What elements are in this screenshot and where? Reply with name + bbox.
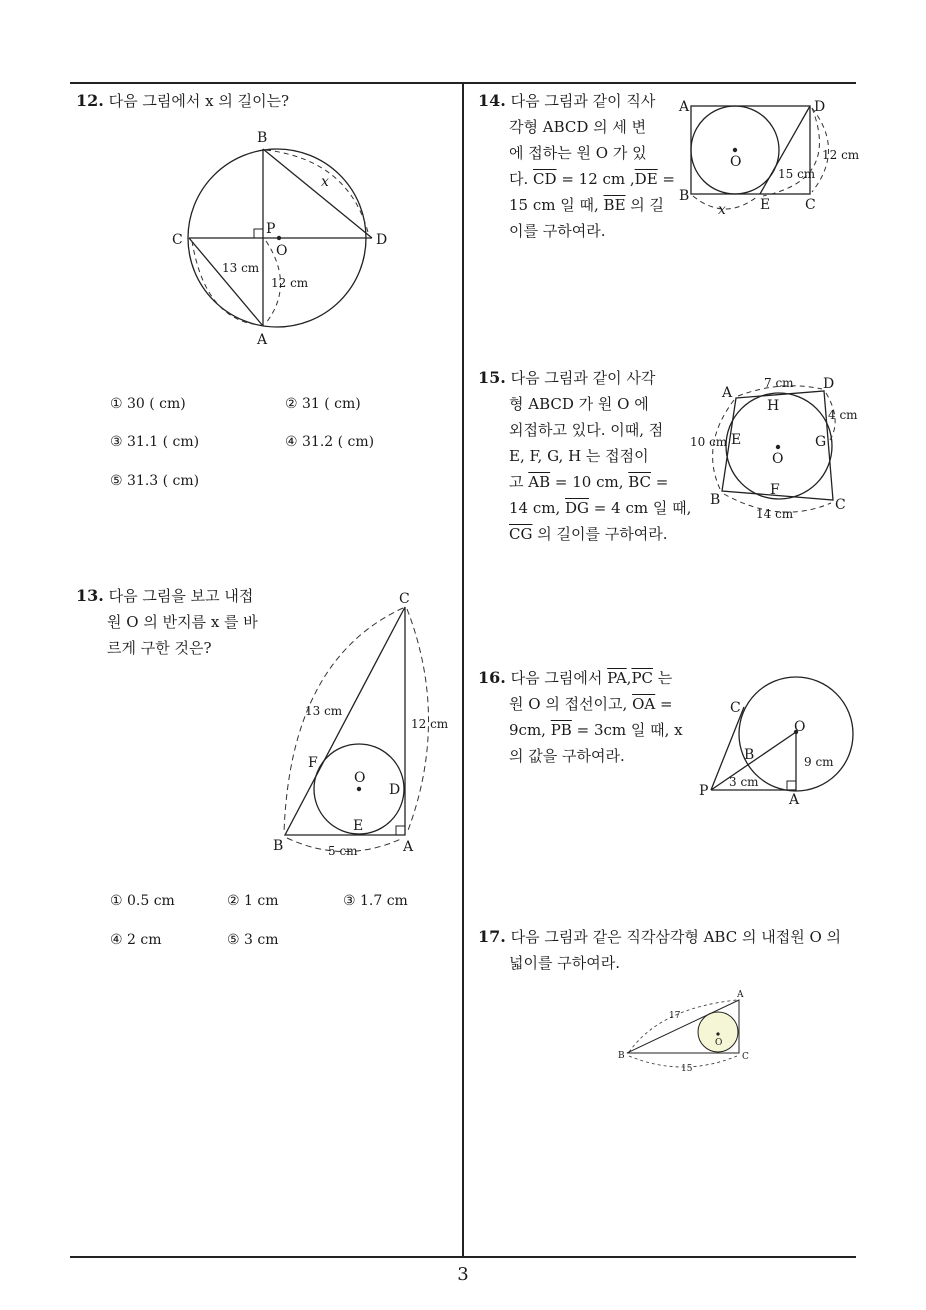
q15-label-a: A: [722, 385, 733, 401]
q16-seg-pc: $\overline{PC}$: [631, 669, 654, 687]
q12-choice-1[interactable]: ① 30 ( cm): [110, 396, 186, 412]
q14-line-6: 이를 구하여라.: [509, 222, 606, 240]
q14-line-4c: =: [657, 170, 675, 188]
q12-label-b: B: [257, 130, 268, 146]
q12-label-a: A: [257, 332, 268, 348]
q14-label-o: O: [730, 154, 742, 170]
q14-line-3: 에 접하는 원 O 가 있: [509, 144, 647, 162]
q14-label-c: C: [805, 197, 816, 213]
q13-line-2: 원 O 의 반지름 x 를 바: [107, 613, 258, 631]
q14-label-b: B: [679, 188, 690, 204]
q14-label-dc: 12 cm: [822, 148, 860, 162]
q13-number: 13.: [76, 586, 104, 605]
q15-label-ab: 10 cm: [690, 435, 728, 449]
q14-label-e: E: [760, 197, 771, 213]
q17-label-o: O: [715, 1038, 723, 1048]
q13-line-1: 다음 그림을 보고 내접: [108, 587, 254, 605]
q12-number: 12.: [76, 91, 104, 110]
q15-label-f: F: [770, 482, 780, 498]
q13-label-o: O: [354, 770, 366, 786]
q15-line-5b: = 10 cm,: [550, 473, 629, 491]
q17-label-bc: 15: [681, 1064, 693, 1074]
q12-choice-3[interactable]: ③ 31.1 ( cm): [110, 434, 200, 450]
q17-label-ab: 17: [669, 1011, 681, 1021]
q16-seg-oa: $\overline{OA}$: [632, 695, 656, 713]
q13-label-a: A: [403, 839, 414, 855]
q15-line-7b: 의 길이를 구하여라.: [532, 525, 668, 543]
q17-line-1: 다음 그림과 같은 직각삼각형 ABC 의 내접원 O 의: [510, 928, 842, 946]
q16-line-2b: =: [655, 695, 673, 713]
q16-seg-pa: $\overline{PA}$: [607, 669, 627, 687]
q13-choice-4[interactable]: ④ 2 cm: [110, 932, 162, 948]
q12-label-pa: 12 cm: [271, 276, 309, 290]
q16-label-pb: 3 cm: [729, 775, 759, 789]
q14-seg-be: $\overline{BE}$: [603, 196, 626, 214]
q17-line-2: 넓이를 구하여라.: [509, 954, 620, 972]
q13-label-c: C: [399, 591, 410, 607]
q16-label-a: A: [789, 792, 800, 808]
q12-label-o: O: [276, 243, 288, 259]
q13-label-f: F: [308, 755, 318, 771]
q15-number: 15.: [478, 368, 506, 387]
q15-label-e: E: [731, 432, 742, 448]
q16-label-oa: 9 cm: [804, 755, 834, 769]
q15-line-6a: 14 cm,: [509, 499, 566, 517]
q15-label-dg: 4 cm: [828, 408, 858, 422]
q12-label-d: D: [376, 232, 388, 248]
q14-label-de: 15 cm: [778, 167, 816, 181]
q15-seg-dg: $\overline{DG}$: [565, 499, 590, 517]
q15-label-bc: 14 cm: [756, 507, 794, 521]
q14-number: 14.: [478, 91, 506, 110]
q12-label-ca: 13 cm: [222, 261, 260, 275]
q12-choice-5[interactable]: ⑤ 31.3 ( cm): [110, 473, 200, 489]
q13-label-b: B: [273, 838, 284, 854]
q15-line-4: E, F, G, H 는 접점이: [509, 447, 649, 465]
q12-label-p: P: [266, 221, 276, 237]
q13-label-d: D: [389, 782, 401, 798]
q14-seg-cd: $\overline{CD}$: [533, 170, 557, 188]
q13-label-e: E: [353, 818, 364, 834]
q14-line-5b: 의 길: [625, 196, 665, 214]
q15-label-h: H: [767, 398, 780, 414]
q13-label-ca: 12 cm: [411, 717, 449, 731]
q14-line-4a: 다.: [509, 170, 534, 188]
q14-line-5a: 15 cm 일 때,: [509, 196, 604, 214]
q13-choice-1[interactable]: ① 0.5 cm: [110, 893, 175, 909]
q12-label-c: C: [172, 232, 183, 248]
q15-label-b: B: [710, 492, 721, 508]
q16-line-2a: 원 O 의 접선이고,: [509, 695, 633, 713]
q16-seg-pb: $\overline{PB}$: [550, 721, 572, 739]
q16-number: 16.: [478, 668, 506, 687]
q15-line-5c: =: [651, 473, 669, 491]
page-number: 3: [457, 1264, 469, 1285]
q12-choice-4[interactable]: ④ 31.2 ( cm): [285, 434, 375, 450]
q16-line-1b: 는: [653, 669, 673, 687]
q15-seg-ab: $\overline{AB}$: [528, 473, 551, 491]
q14-line-4b: = 12 cm ,: [556, 170, 635, 188]
q15-seg-cg: $\overline{CG}$: [509, 525, 533, 543]
q16-label-c: C: [730, 700, 741, 716]
q16-line-3b: = 3cm 일 때, x: [571, 721, 683, 739]
q17-label-a: A: [737, 990, 744, 1000]
q14-line-1: 다음 그림과 같이 직사: [510, 92, 656, 110]
q13-choice-2[interactable]: ② 1 cm: [227, 893, 279, 909]
q15-label-o: O: [772, 451, 784, 467]
q15-line-3: 외접하고 있다. 이때, 점: [509, 421, 664, 439]
q15-label-ad: 7 cm: [764, 376, 794, 390]
q16-comma: ,: [626, 669, 632, 687]
q14-label-x: x: [718, 202, 726, 218]
q17-label-c: C: [742, 1052, 749, 1062]
q15-line-5a: 고: [509, 473, 529, 491]
q13-choice-5[interactable]: ⑤ 3 cm: [227, 932, 279, 948]
q16-line-3a: 9cm,: [509, 721, 551, 739]
q12-label-x: x: [321, 174, 329, 190]
q15-line-1: 다음 그림과 같이 사각: [510, 369, 656, 387]
q16-label-o: O: [794, 719, 806, 735]
q16-label-p: P: [699, 783, 709, 799]
q15-line-2: 형 ABCD 가 원 O 에: [509, 395, 649, 413]
q12-choice-2[interactable]: ② 31 ( cm): [285, 396, 361, 412]
q15-label-c: C: [835, 497, 846, 513]
q14-label-a: A: [679, 99, 690, 115]
q14-seg-de: $\overline{DE}$: [634, 170, 658, 188]
q17-label-b: B: [618, 1051, 625, 1061]
q15-label-d: D: [823, 376, 835, 392]
q15-label-g: G: [815, 434, 827, 450]
q13-label-bc: 13 cm: [305, 704, 343, 718]
q16-line-1a: 다음 그림에서: [510, 669, 608, 687]
q17-number: 17.: [478, 927, 506, 946]
q15-seg-bc: $\overline{BC}$: [628, 473, 652, 491]
q13-choice-3[interactable]: ③ 1.7 cm: [343, 893, 408, 909]
q12-text: 다음 그림에서 x 의 길이는?: [108, 92, 290, 110]
q16-line-4: 의 값을 구하여라.: [509, 747, 625, 765]
q13-line-3: 르게 구한 것은?: [107, 639, 212, 657]
q14-line-2: 각형 ABCD 의 세 변: [509, 118, 647, 136]
q14-label-d: D: [814, 99, 826, 115]
q15-line-6b: = 4 cm 일 때,: [589, 499, 692, 517]
q16-label-b: B: [744, 747, 755, 763]
q13-label-ba: 5 cm: [328, 844, 358, 858]
